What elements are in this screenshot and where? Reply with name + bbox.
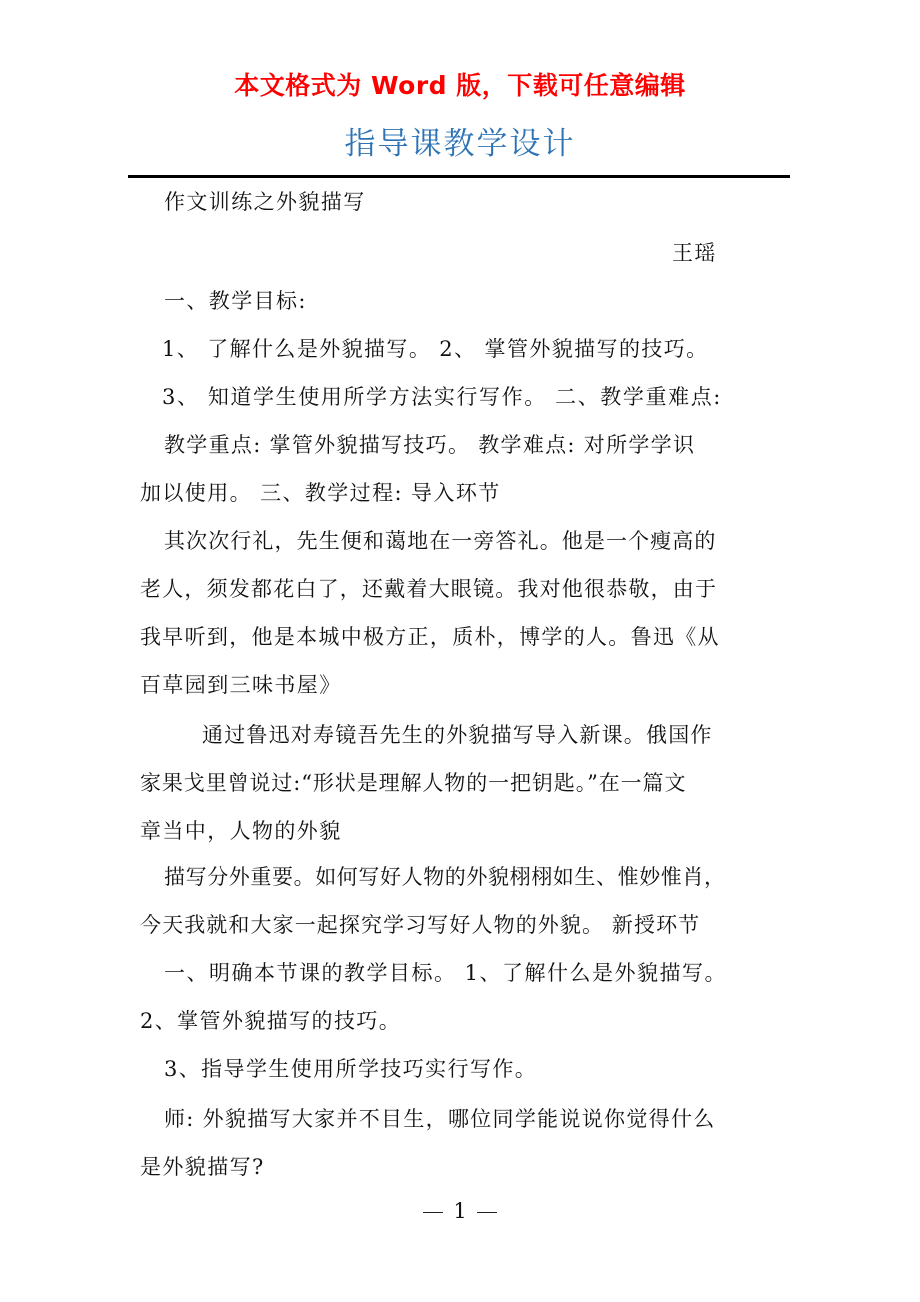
paragraph-line: 章当中，人物的外貌 xyxy=(140,819,342,843)
teacher-dialogue: 师: 外貌描写大家并不目生，哪位同学能说说你觉得什么 xyxy=(164,1107,716,1131)
section-heading-objectives: 一、教学目标: xyxy=(164,289,307,313)
paragraph-line: 描写分外重要。如何写好人物的外貌栩栩如生、惟妙惟肖， xyxy=(164,865,726,889)
lesson-topic: 作文训练之外貌描写 xyxy=(164,190,366,214)
dash-right xyxy=(477,1212,497,1213)
page-number: 1 xyxy=(453,1199,467,1223)
format-notice-banner: 本文格式为 Word 版，下载可任意编辑 xyxy=(234,71,686,100)
paragraph-line: 教学重点: 掌管外貌描写技巧。 教学难点: 对所学学识 xyxy=(164,433,696,457)
paragraph-line: 加以使用。 三、教学过程: 导入环节 xyxy=(140,481,501,505)
paragraph-line: 3、 知道学生使用所学方法实行写作。 二、教学重难点: xyxy=(162,385,722,409)
paragraph-line: 一、明确本节课的教学目标。 1、了解什么是外貌描写。 xyxy=(164,961,728,985)
header-divider xyxy=(128,175,790,178)
dash-left xyxy=(423,1212,443,1213)
paragraph-line: 1、 了解什么是外貌描写。 2、 掌管外貌描写的技巧。 xyxy=(162,337,709,361)
quote-line: 老人，须发都花白了，还戴着大眼镜。我对他很恭敬，由于 xyxy=(140,577,718,601)
paragraph-line: 通过鲁迅对寿镜吾先生的外貌描写导入新课。俄国作 xyxy=(202,723,713,747)
author-name: 王瑶 xyxy=(672,241,717,265)
document-title: 指导课教学设计 xyxy=(344,126,576,162)
paragraph-line: 3、指导学生使用所学技巧实行写作。 xyxy=(164,1057,538,1081)
page-number-footer xyxy=(0,1196,920,1226)
paragraph-line: 2、掌管外貌描写的技巧。 xyxy=(140,1009,402,1033)
teacher-dialogue: 是外貌描写? xyxy=(140,1155,265,1179)
paragraph-line: 家果戈里曾说过:“形状是理解人物的一把钥匙。”在一篇文 xyxy=(140,771,687,795)
quote-line: 其次次行礼，先生便和蔼地在一旁答礼。他是一个瘦高的 xyxy=(164,529,717,553)
quote-line: 我早听到，他是本城中极方正，质朴，博学的人。鲁迅《从 xyxy=(140,625,720,649)
paragraph-line: 今天我就和大家一起探究学习写好人物的外貌。 新授环节 xyxy=(140,913,701,937)
quote-source: 百草园到三味书屋》 xyxy=(140,673,342,697)
